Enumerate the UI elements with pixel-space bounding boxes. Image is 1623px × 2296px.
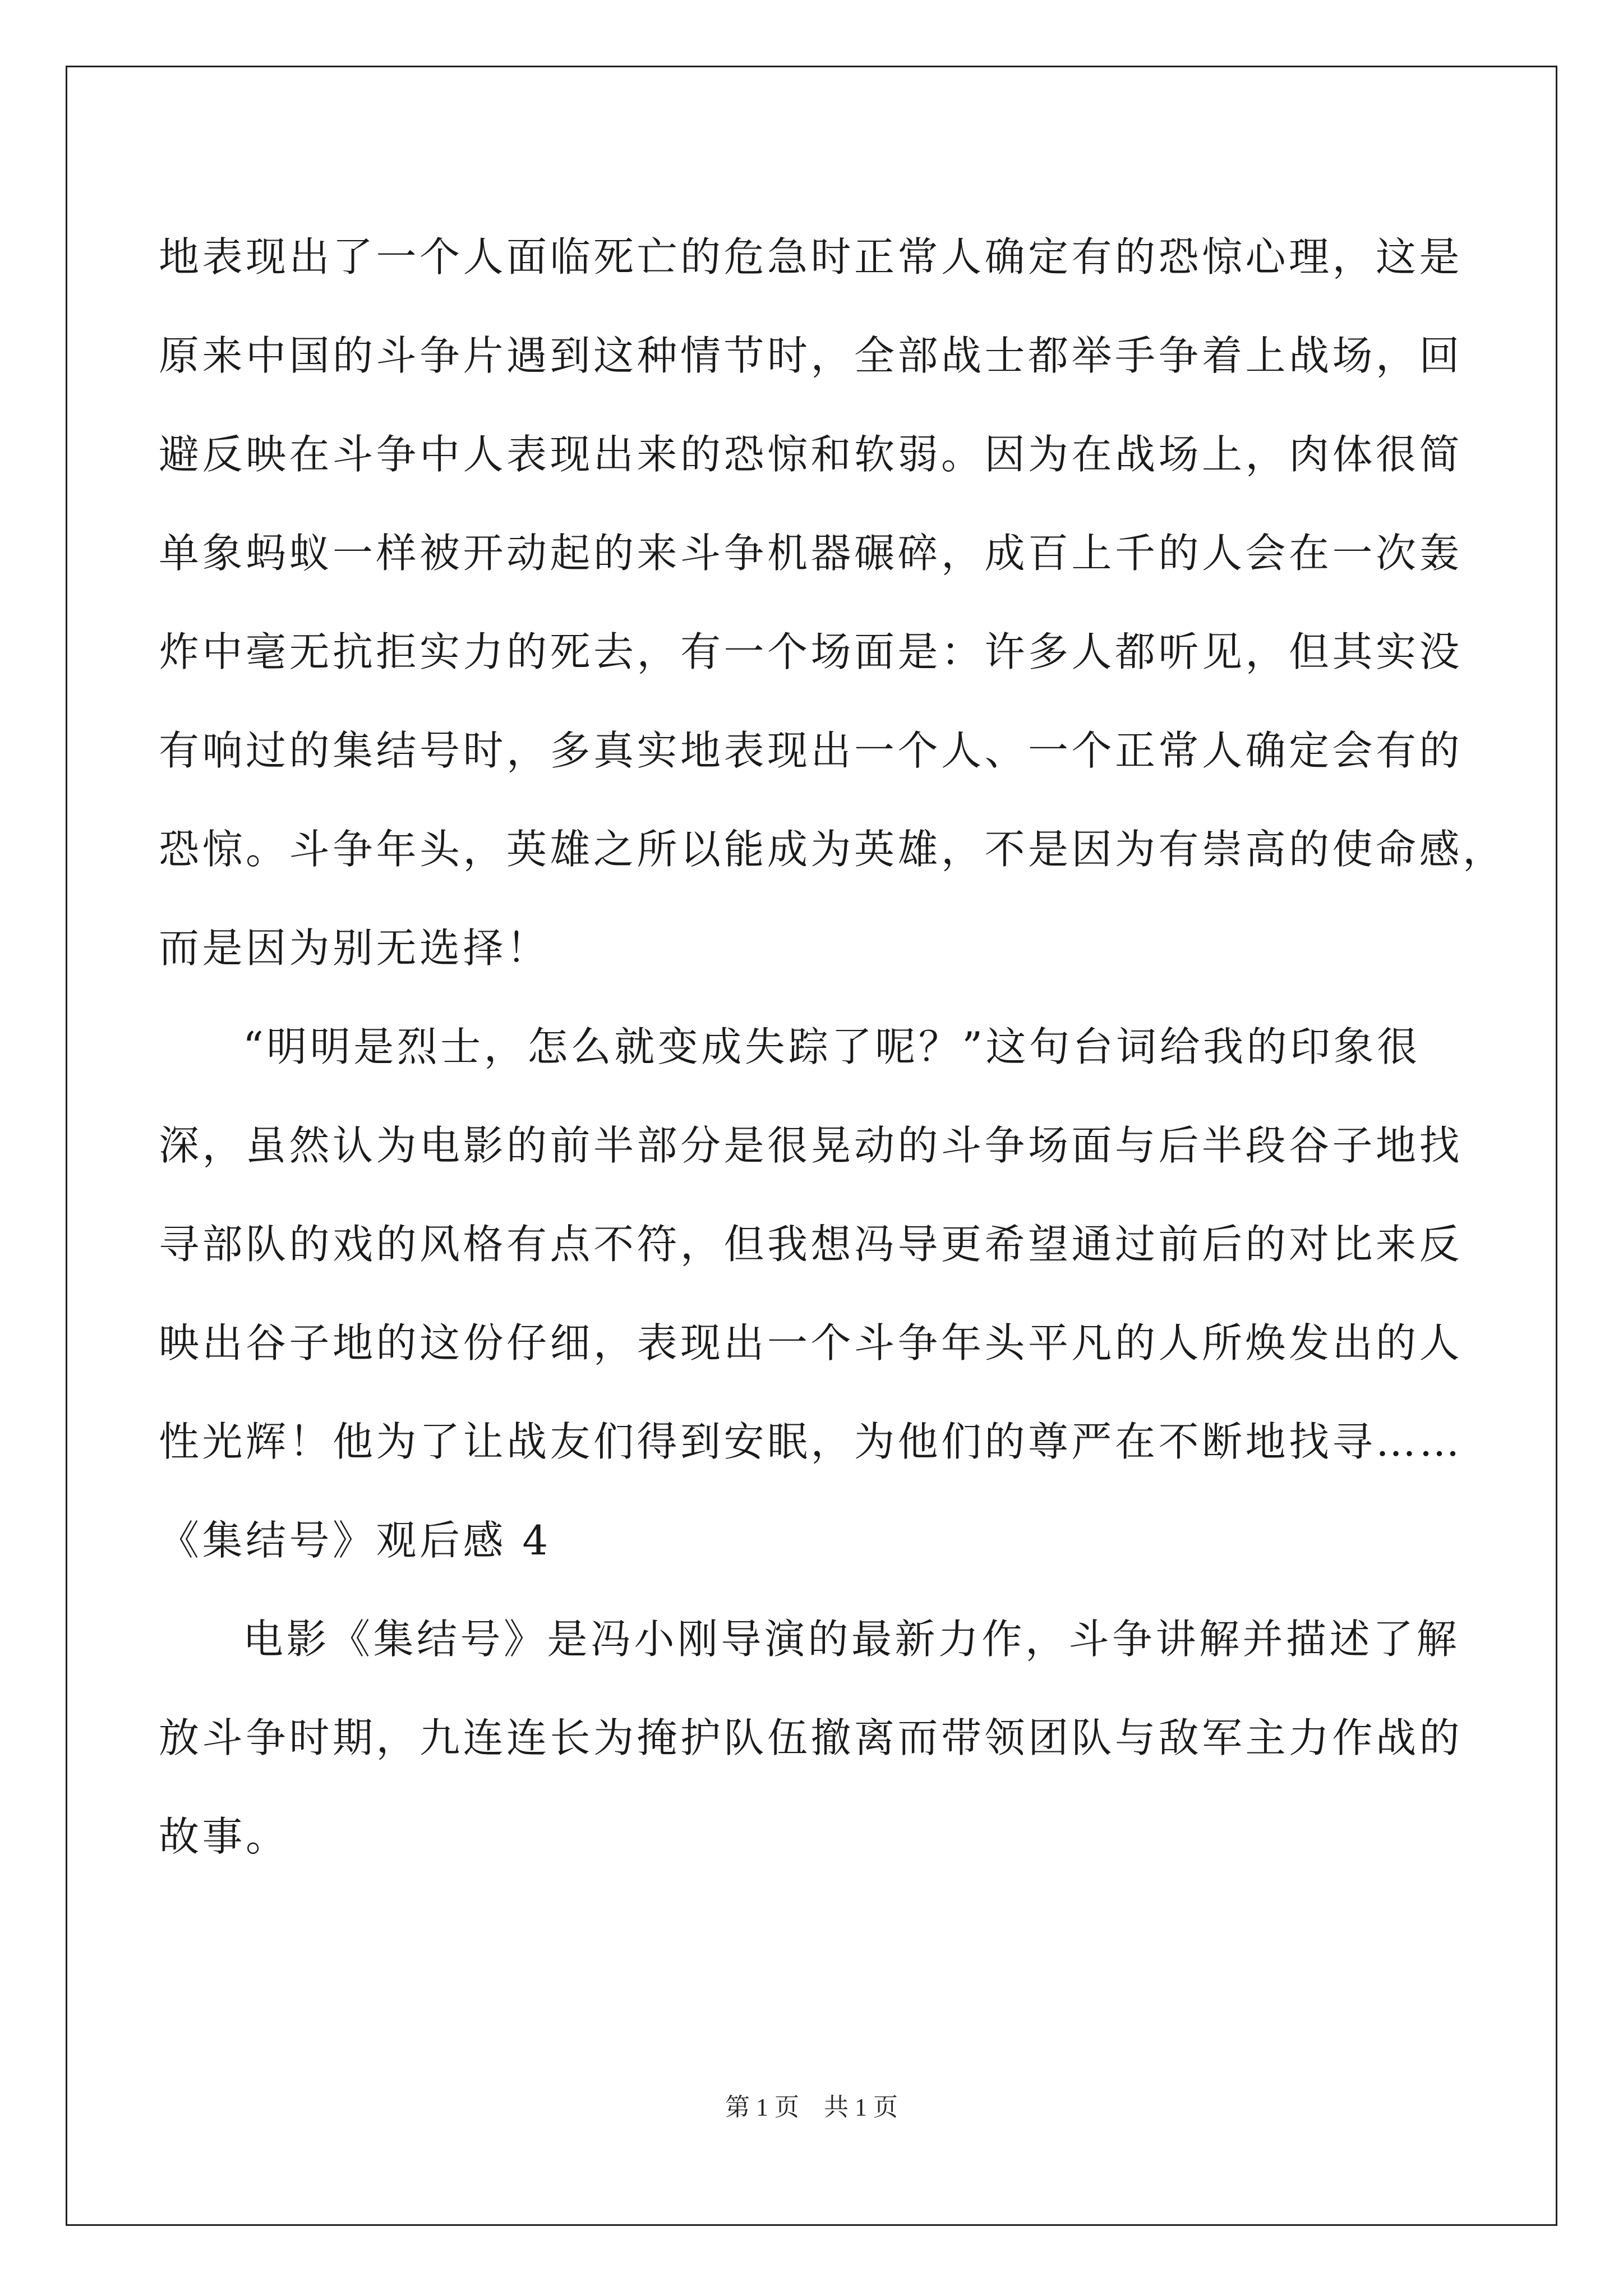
section-heading: 《集结号》观后感 4 [159,1517,551,1564]
text-line: 而是因为别无选择！ [159,924,550,972]
text-line: 原来中国的斗争片遇到这种情节时，全部战士都举手争着上战场，回 [159,332,1463,379]
text-line: 单象蚂蚁一样被开动起的来斗争机器碾碎，成百上千的人会在一次轰 [159,530,1463,577]
page-number-footer: 第 1 页 共 1 页 [725,2093,898,2121]
text-line: 放斗争时期，九连连长为掩护队伍撤离而带领团队与敌军主力作战的 [159,1714,1463,1761]
text-line: 映出谷子地的这份仔细，表现出一个斗争年头平凡的人所焕发出的人 [159,1319,1463,1366]
text-line: 避反映在斗争中人表现出来的恐惊和软弱。因为在战场上，肉体很简 [159,431,1463,478]
text-line: 恐惊。斗争年头，英雄之所以能成为英雄，不是因为有崇高的使命感， [159,826,1506,873]
document-body [159,208,1506,1886]
text-line: 性光辉！他为了让战友们得到安眠，为他们的尊严在不断地找寻…… [159,1418,1463,1465]
text-line: 故事。 [159,1813,289,1860]
text-line: 深，虽然认为电影的前半部分是很晃动的斗争场面与后半段谷子地找 [159,1122,1463,1169]
text-line: 地表现出了一个人面临死亡的危急时正常人确定有的恐惊心理，这是 [159,233,1463,280]
text-line: 寻部队的戏的风格有点不符，但我想冯导更希望通过前后的对比来反 [159,1221,1463,1268]
paragraph-start-line: 电影《集结号》是冯小刚导演的最新力作，斗争讲解并描述了解 [243,1616,1460,1663]
paragraph-start-line: “明明是烈士，怎么就变成失踪了呢？”这句台词给我的印象很 [243,1023,1421,1070]
text-line: 有响过的集结号时，多真实地表现出一个人、一个正常人确定会有的 [159,727,1463,774]
text-line: 炸中毫无抗拒实力的死去，有一个场面是：许多人都听见，但其实没 [159,628,1463,675]
